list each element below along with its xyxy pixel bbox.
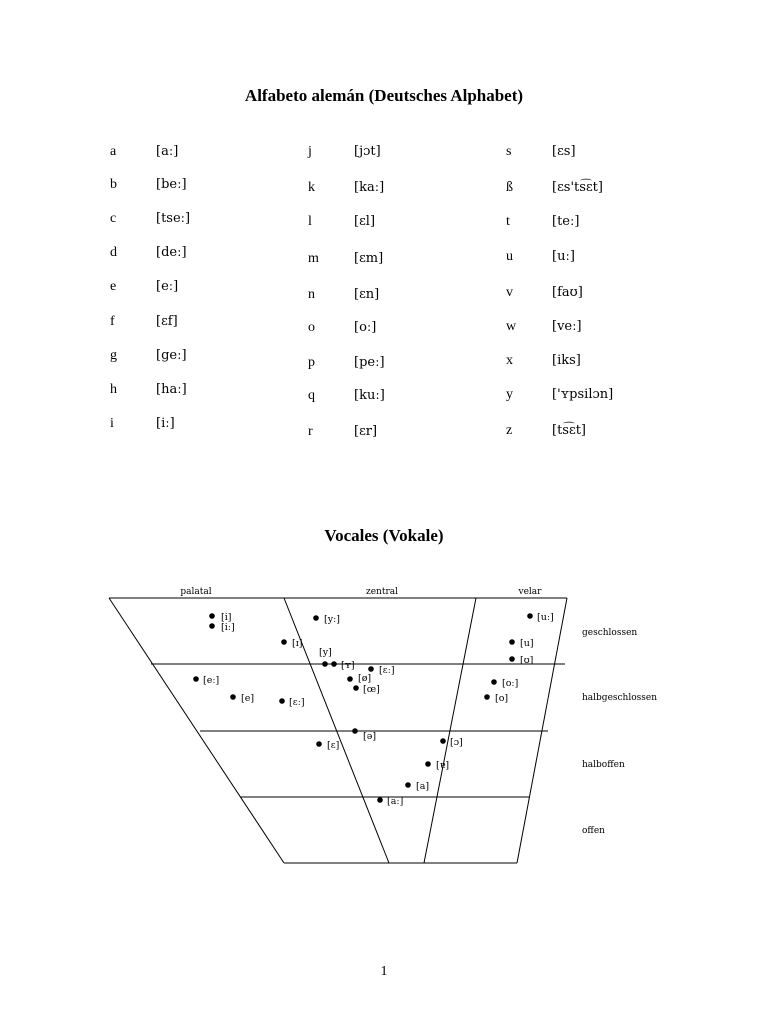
vowel-label: [yː] [324, 614, 340, 625]
column-label-velar: velar [518, 587, 542, 597]
pronunciation: [kuː] [354, 388, 385, 403]
letter: r [308, 424, 313, 439]
letter: i [110, 416, 114, 431]
vowel-dot [527, 613, 533, 619]
vowel-dot [491, 679, 497, 685]
pronunciation: [peː] [354, 355, 385, 370]
letter: q [308, 388, 315, 403]
vowel-dot [377, 797, 383, 803]
pronunciation: [uː] [552, 249, 575, 264]
vowel-dot [352, 728, 358, 734]
vowel-label: [ə] [363, 731, 377, 742]
vowel-label: [oː] [502, 678, 519, 689]
pronunciation: [teː] [552, 214, 580, 229]
letter: j [308, 144, 312, 159]
page-number: 1 [380, 964, 388, 979]
vowel-label: [ɛ] [327, 740, 340, 751]
vowel-dot [193, 676, 199, 682]
letter: c [110, 211, 117, 226]
letter: ß [506, 180, 513, 195]
pronunciation: [tseː] [156, 211, 191, 226]
letter: y [506, 387, 513, 402]
vowel-label: [y] [319, 647, 332, 658]
vowel-dot [209, 613, 215, 619]
pronunciation: [geː] [156, 348, 187, 363]
vowel-dot [279, 698, 285, 704]
vowel-dot [281, 639, 287, 645]
letter: f [110, 314, 115, 329]
vowel-dot [353, 685, 359, 691]
row-label-halbgeschlossen: halbgeschlossen [582, 693, 658, 703]
letter: z [506, 423, 513, 438]
vowel-dot [209, 623, 215, 629]
pronunciation: [kaː] [354, 180, 385, 195]
letter: m [308, 251, 319, 266]
letter: x [506, 353, 513, 368]
pronunciation: [oː] [354, 320, 377, 335]
pronunciation: [beː] [156, 177, 187, 192]
vowel-dot [440, 738, 446, 744]
vowel-label: [aː] [387, 796, 404, 807]
pronunciation: [jɔt] [354, 144, 381, 159]
pronunciation: [aː] [156, 144, 179, 159]
pronunciation: [ɛn] [354, 287, 380, 302]
vowel-label: [eː] [203, 675, 220, 686]
vowel-label: [ɔ] [450, 737, 463, 748]
vowel-dot [509, 656, 515, 662]
letter: g [110, 348, 117, 363]
letter: d [110, 245, 117, 260]
pronunciation: [ts͡ɛt] [552, 423, 586, 438]
letter: e [110, 279, 117, 294]
vowel-points [193, 612, 554, 807]
pronunciation: [ɛr] [354, 424, 378, 439]
column-label-palatal: palatal [180, 587, 212, 597]
pronunciation: [iks] [552, 353, 581, 368]
pronunciation: [eː] [156, 279, 179, 294]
vowel-label: [u] [520, 638, 534, 649]
vowel-dot [509, 639, 515, 645]
letter: o [308, 320, 315, 335]
pronunciation: [veː] [552, 319, 582, 334]
vowel-dot [316, 741, 322, 747]
pronunciation: [ɛl] [354, 214, 376, 229]
letter: k [308, 180, 315, 195]
vowel-label: [i] [221, 612, 232, 623]
row-label-halboffen: halboffen [582, 760, 625, 770]
vowel-label: [ø] [358, 673, 372, 684]
letter: s [506, 144, 512, 159]
vowel-label: [o] [495, 693, 509, 704]
letter: u [506, 249, 513, 264]
pronunciation: [haː] [156, 382, 187, 397]
vowel-dot [347, 676, 353, 682]
pronunciation: [ɛs'ts͡ɛt] [552, 180, 603, 195]
section-title: Vocales (Vokale) [324, 526, 444, 545]
letter: b [110, 177, 117, 192]
vowel-dot [484, 694, 490, 700]
vowel-label: [e] [241, 693, 255, 704]
vowel-dot [405, 782, 411, 788]
pronunciation: [faʊ] [552, 285, 583, 300]
vowel-dot [322, 661, 328, 667]
vowel-dot [331, 661, 337, 667]
row-label-offen: offen [582, 826, 605, 836]
vowel-dot [425, 761, 431, 767]
vowel-label: [œ] [363, 684, 380, 695]
vowel-label: [ɛː] [289, 697, 305, 708]
letter: v [506, 285, 513, 300]
vowel-label: [ɪ] [292, 638, 303, 649]
vowel-label: [ʏ] [341, 660, 355, 671]
vowel-dot [368, 666, 374, 672]
vowel-label: [iː] [221, 622, 235, 633]
pronunciation: [ɛf] [156, 314, 178, 329]
chart-grid [109, 598, 567, 863]
page-title: Alfabeto alemán (Deutsches Alphabet) [244, 86, 524, 105]
letter: l [308, 214, 312, 229]
vowel-chart [0, 560, 768, 880]
row-label-geschlossen: geschlossen [582, 628, 638, 638]
pronunciation: [ɛs] [552, 144, 576, 159]
letter: p [308, 355, 315, 370]
vowel-label: [ʊ] [520, 655, 534, 666]
vowel-label: [ɛː] [379, 665, 395, 676]
vowel-label: [uː] [537, 612, 554, 623]
pronunciation: [ɛm] [354, 251, 384, 266]
pronunciation: ['ʏpsilɔn] [552, 387, 614, 402]
letter: w [506, 319, 517, 334]
column-label-zentral: zentral [365, 587, 399, 597]
pronunciation: [deː] [156, 245, 187, 260]
letter: n [308, 287, 315, 302]
vowel-dot [313, 615, 319, 621]
vowel-label: [ɐ] [436, 760, 450, 771]
pronunciation: [iː] [156, 416, 175, 431]
letter: h [110, 382, 117, 397]
letter: t [506, 214, 510, 229]
vowel-label: [a] [416, 781, 430, 792]
letter: a [110, 144, 117, 159]
vowel-dot [230, 694, 236, 700]
